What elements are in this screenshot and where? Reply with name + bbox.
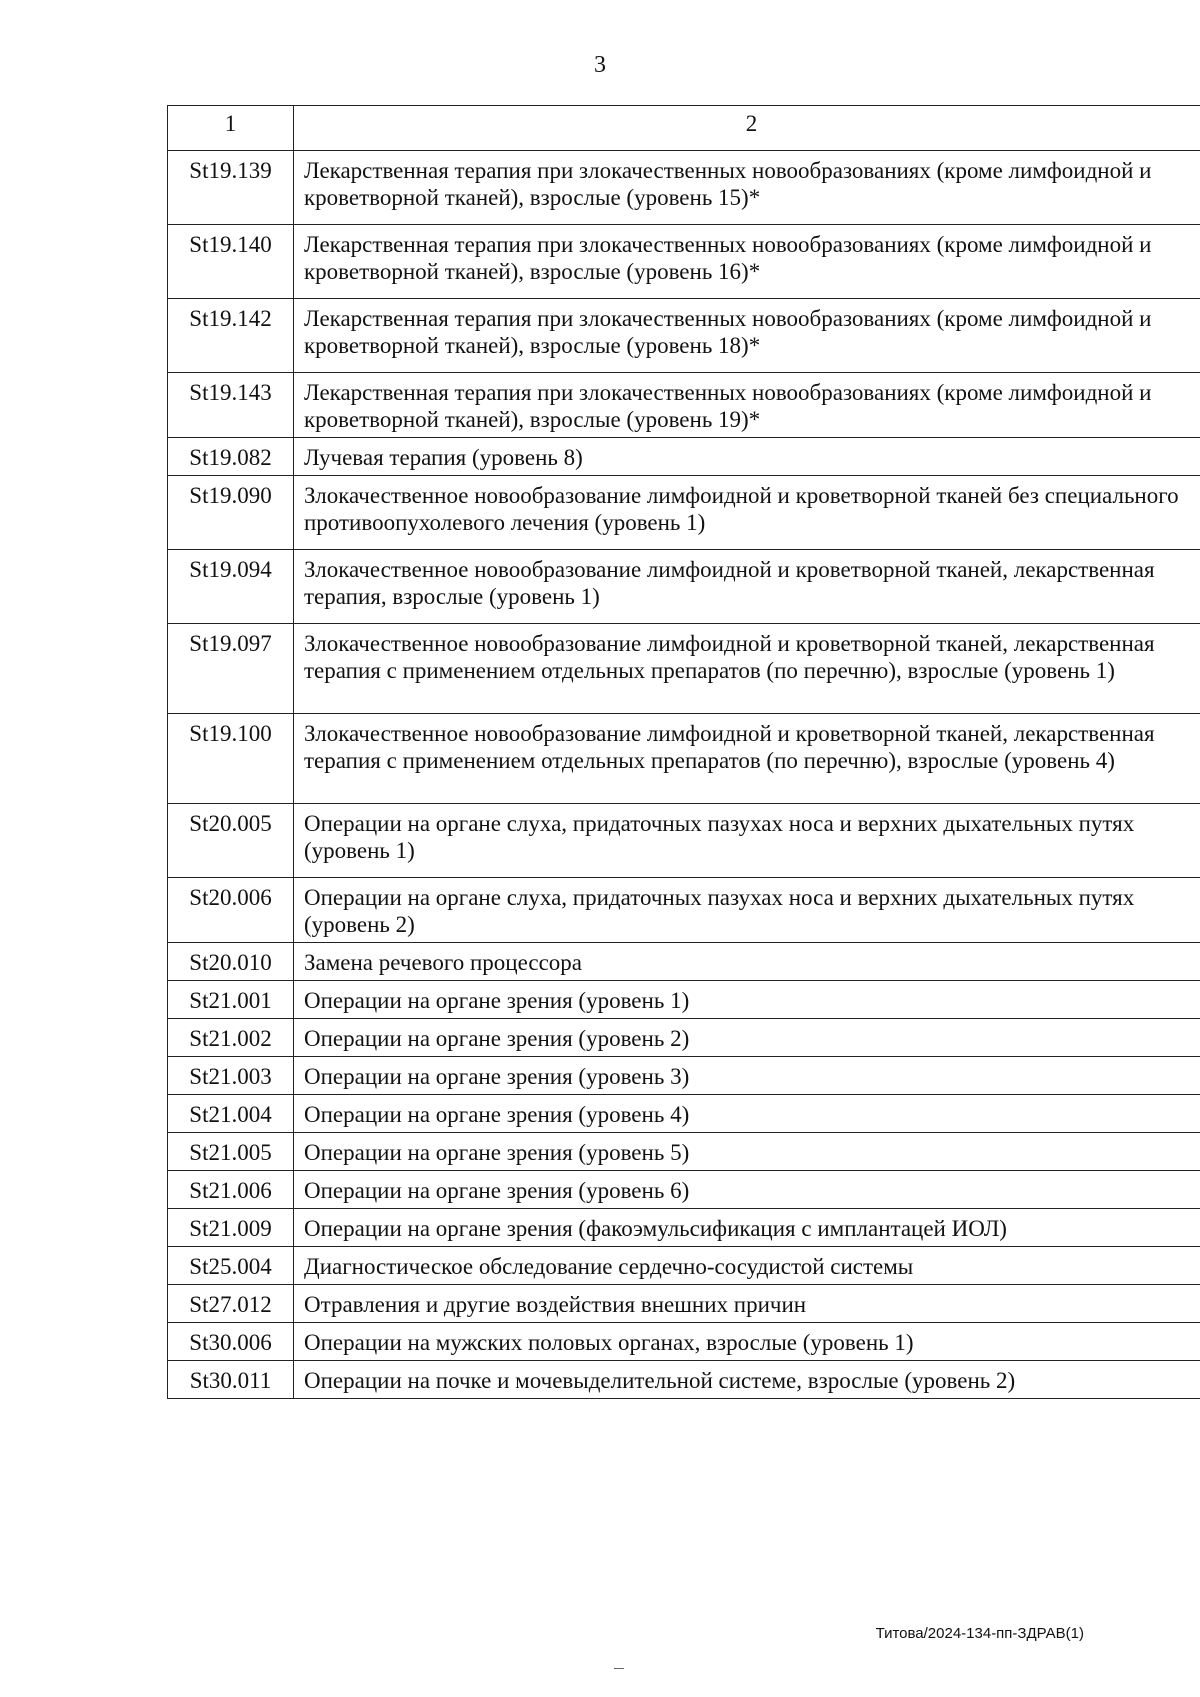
row-description: Операции на органе зрения (уровень 2) xyxy=(294,1019,1200,1057)
table-row xyxy=(168,1361,1200,1399)
row-description: Злокачественное новообразование лимфоидной и кроветворной тканей без специального противоопухолевого лечения (уровень 1) xyxy=(294,476,1200,550)
row-code: St21.006 xyxy=(168,1171,294,1209)
row-code: St19.097 xyxy=(168,624,294,714)
table-row xyxy=(168,878,1200,943)
row-code: St21.003 xyxy=(168,1057,294,1095)
row-description: Злокачественное новообразование лимфоидной и кроветворной тканей, лекарственная терапия с применением отдельных препаратов (по перечню), взрослые (уровень 1) xyxy=(294,624,1200,714)
row-description: Злокачественное новообразование лимфоидной и кроветворной тканей, лекарственная терапия, взрослые (уровень 1) xyxy=(294,550,1200,624)
row-code: St20.010 xyxy=(168,943,294,981)
row-code: St21.009 xyxy=(168,1209,294,1247)
row-description: Операции на органе зрения (уровень 6) xyxy=(294,1171,1200,1209)
table-row xyxy=(168,624,1200,714)
row-description: Злокачественное новообразование лимфоидной и кроветворной тканей, лекарственная терапия с применением отдельных препаратов (по перечню), взрослые (уровень 4) xyxy=(294,714,1200,804)
row-description: Лекарственная терапия при злокачественных новообразованиях (кроме лимфоидной и кроветворной тканей), взрослые (уровень 15)* xyxy=(294,151,1200,225)
row-code: St25.004 xyxy=(168,1247,294,1285)
row-code: St19.082 xyxy=(168,438,294,476)
table-row xyxy=(168,943,1200,981)
table-row xyxy=(168,1285,1200,1323)
row-description: Операции на органе слуха, придаточных пазухах носа и верхних дыхательных путях (уровень 1) xyxy=(294,804,1200,878)
row-code: St21.004 xyxy=(168,1095,294,1133)
document-reference: Титова/2024-134-пп-ЗДРАВ(1) xyxy=(875,1625,1084,1642)
table-row xyxy=(168,299,1200,373)
table-row xyxy=(168,1019,1200,1057)
row-description: Операции на органе зрения (уровень 3) xyxy=(294,1057,1200,1095)
codes-table xyxy=(167,105,1200,1399)
row-code: St30.006 xyxy=(168,1323,294,1361)
row-description: Операции на мужских половых органах, взрослые (уровень 1) xyxy=(294,1323,1200,1361)
table-row xyxy=(168,373,1200,438)
row-description: Операции на органе зрения (уровень 4) xyxy=(294,1095,1200,1133)
table-row xyxy=(168,151,1200,225)
column-header-1: 1 xyxy=(168,106,294,151)
row-description: Замена речевого процессора xyxy=(294,943,1200,981)
row-code: St30.011 xyxy=(168,1361,294,1399)
row-code: St19.140 xyxy=(168,225,294,299)
row-description: Отравления и другие воздействия внешних причин xyxy=(294,1285,1200,1323)
table-header-row xyxy=(168,106,1200,151)
row-code: St27.012 xyxy=(168,1285,294,1323)
table-row xyxy=(168,1057,1200,1095)
table-row xyxy=(168,804,1200,878)
row-code: St19.090 xyxy=(168,476,294,550)
table-row xyxy=(168,1209,1200,1247)
row-code: St19.139 xyxy=(168,151,294,225)
row-description: Операции на органе зрения (уровень 5) xyxy=(294,1133,1200,1171)
row-description: Операции на органе зрения (факоэмульсификация с имплантацей ИОЛ) xyxy=(294,1209,1200,1247)
row-code: St20.006 xyxy=(168,878,294,943)
table-body xyxy=(168,151,1200,1399)
table-row xyxy=(168,438,1200,476)
table-row xyxy=(168,225,1200,299)
table-row xyxy=(168,1323,1200,1361)
page-number: 3 xyxy=(594,52,606,78)
row-description: Лекарственная терапия при злокачественных новообразованиях (кроме лимфоидной и кроветворной тканей), взрослые (уровень 19)* xyxy=(294,373,1200,438)
row-code: St19.143 xyxy=(168,373,294,438)
table-row xyxy=(168,714,1200,804)
table-row xyxy=(168,1171,1200,1209)
table-row xyxy=(168,476,1200,550)
row-code: St19.142 xyxy=(168,299,294,373)
row-code: St20.005 xyxy=(168,804,294,878)
row-code: St19.094 xyxy=(168,550,294,624)
table-row xyxy=(168,1133,1200,1171)
row-code: St21.002 xyxy=(168,1019,294,1057)
row-description: Операции на почке и мочевыделительной системе, взрослые (уровень 2) xyxy=(294,1361,1200,1399)
footer-mark xyxy=(614,1668,624,1669)
row-description: Операции на органе зрения (уровень 1) xyxy=(294,981,1200,1019)
row-code: St19.100 xyxy=(168,714,294,804)
row-description: Операции на органе слуха, придаточных пазухах носа и верхних дыхательных путях (уровень 2) xyxy=(294,878,1200,943)
row-description: Диагностическое обследование сердечно-сосудистой системы xyxy=(294,1247,1200,1285)
column-header-2: 2 xyxy=(294,106,1200,151)
table-row xyxy=(168,1095,1200,1133)
row-code: St21.001 xyxy=(168,981,294,1019)
row-description: Лекарственная терапия при злокачественных новообразованиях (кроме лимфоидной и кроветворной тканей), взрослые (уровень 18)* xyxy=(294,299,1200,373)
row-description: Лекарственная терапия при злокачественных новообразованиях (кроме лимфоидной и кроветворной тканей), взрослые (уровень 16)* xyxy=(294,225,1200,299)
table-row xyxy=(168,550,1200,624)
table-row xyxy=(168,1247,1200,1285)
row-description: Лучевая терапия (уровень 8) xyxy=(294,438,1200,476)
table-row xyxy=(168,981,1200,1019)
row-code: St21.005 xyxy=(168,1133,294,1171)
